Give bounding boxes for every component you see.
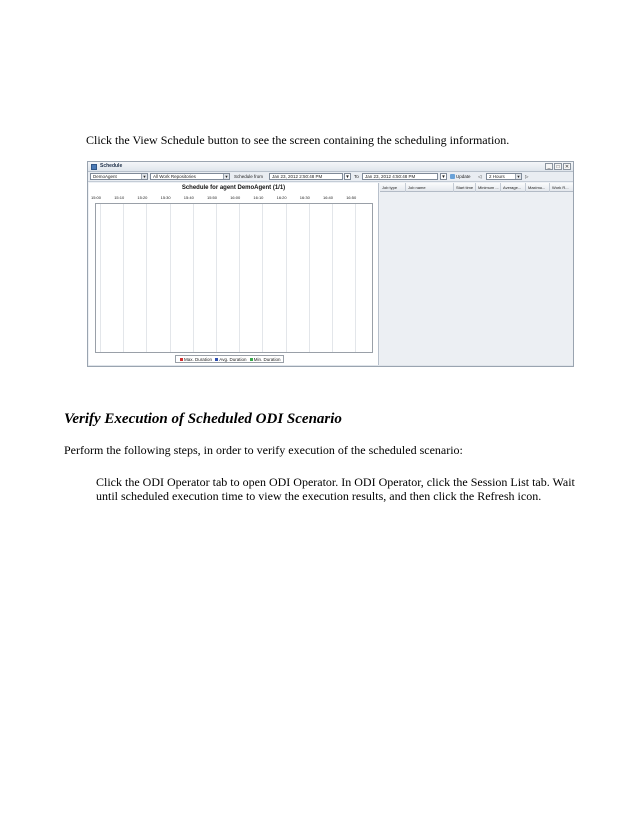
schedule-from-label: Schedule from (234, 174, 264, 179)
column-work-repository[interactable]: Work R... (552, 185, 569, 190)
time-tick-label: 15:50 (207, 195, 218, 200)
grid-line (193, 204, 194, 352)
perform-paragraph: Perform the following steps, in order to verify execution of the scheduled scenario: (64, 443, 463, 457)
grid-line (100, 204, 101, 352)
schedule-to-field[interactable] (362, 173, 438, 180)
minimize-button[interactable]: _ (545, 163, 553, 170)
maximize-button[interactable]: □ (554, 163, 562, 170)
app-icon (91, 164, 97, 170)
legend-swatch-max (180, 358, 183, 361)
grid-line (286, 204, 287, 352)
window-titlebar (88, 162, 573, 172)
schedule-to-label: To (354, 174, 359, 179)
time-tick-label: 15:20 (137, 195, 148, 200)
grid-line (355, 204, 356, 352)
grid-line (332, 204, 333, 352)
repository-select[interactable] (150, 173, 230, 180)
schedule-chart-pane (89, 183, 379, 366)
column-average[interactable]: Average... (501, 183, 526, 192)
grid-line (262, 204, 263, 352)
grid-line (123, 204, 124, 352)
calendar-icon[interactable]: ▼ (441, 174, 446, 179)
repository-select-value: All Work Repositories (153, 174, 196, 179)
grid-line (146, 204, 147, 352)
legend-label-max: Max. Duration (184, 357, 213, 362)
update-button[interactable] (450, 173, 471, 181)
time-tick-label: 16:30 (299, 195, 310, 200)
schedule-window-screenshot (87, 161, 574, 367)
chevron-down-icon: ▼ (516, 174, 521, 179)
time-tick-label: 16:50 (346, 195, 357, 200)
time-tick-label: 15:30 (160, 195, 171, 200)
legend-swatch-avg (215, 358, 218, 361)
next-icon[interactable]: ▷ (525, 174, 529, 179)
time-axis (89, 195, 378, 202)
time-tick-label: 15:10 (114, 195, 125, 200)
time-tick-label: 16:20 (276, 195, 287, 200)
legend-label-min: Min. Duration (253, 357, 281, 362)
grid-line (170, 204, 171, 352)
time-tick-label: 16:10 (253, 195, 264, 200)
schedule-to-value: Jan 23, 2012 4:50:48 PM (365, 174, 416, 179)
legend-swatch-min (250, 358, 253, 361)
chevron-down-icon: ▼ (224, 174, 229, 179)
intro-paragraph: Click the View Schedule button to see the screen containing the scheduling information. (86, 133, 510, 147)
column-minimum[interactable]: Minimum ... (476, 183, 501, 192)
grid-header (380, 183, 574, 192)
schedule-grid-pane (380, 183, 574, 366)
schedule-plot-area (95, 203, 373, 353)
column-start-time[interactable]: Start time (454, 183, 476, 192)
chart-legend (175, 355, 284, 363)
time-range-select[interactable] (486, 173, 522, 180)
window-controls (545, 163, 571, 171)
time-tick-label: 16:00 (230, 195, 241, 200)
steps-paragraph: Click the ODI Operator tab to open ODI Operator. In ODI Operator, click the Session List tab. Wait until scheduled execution time to view the execution results, and then click the Refresh icon. (96, 475, 575, 503)
window-title: Schedule (100, 163, 123, 169)
status-bar (88, 365, 573, 367)
time-range-value: 2 Hours (489, 174, 505, 179)
time-tick-label: 15:40 (183, 195, 194, 200)
column-maximum[interactable]: Maximu... (526, 183, 550, 192)
refresh-icon (450, 174, 455, 179)
previous-icon[interactable]: ◁ (478, 174, 482, 179)
chart-title: Schedule for agent DemoAgent (1/1) (181, 185, 286, 191)
grid-line (216, 204, 217, 352)
section-heading: Verify Execution of Scheduled ODI Scenario (64, 411, 342, 427)
legend-label-avg: Avg. Duration (219, 357, 247, 362)
calendar-icon[interactable]: ▼ (345, 174, 350, 179)
grid-line (309, 204, 310, 352)
time-tick-label: 16:40 (323, 195, 334, 200)
schedule-from-value: Jan 23, 2012 2:50:48 PM (272, 174, 323, 179)
time-tick-label: 15:00 (91, 195, 102, 200)
grid-line (239, 204, 240, 352)
update-button-label: Update (456, 174, 471, 179)
schedule-from-field[interactable] (269, 173, 343, 180)
column-job-name[interactable]: Job name (406, 183, 454, 192)
chevron-down-icon: ▼ (142, 174, 147, 179)
close-button[interactable]: ✕ (564, 164, 570, 170)
agent-select[interactable] (90, 173, 148, 180)
agent-select-value: DemoAgent (93, 174, 117, 179)
schedule-toolbar (88, 172, 573, 182)
column-job-type[interactable]: Job type (380, 183, 406, 192)
